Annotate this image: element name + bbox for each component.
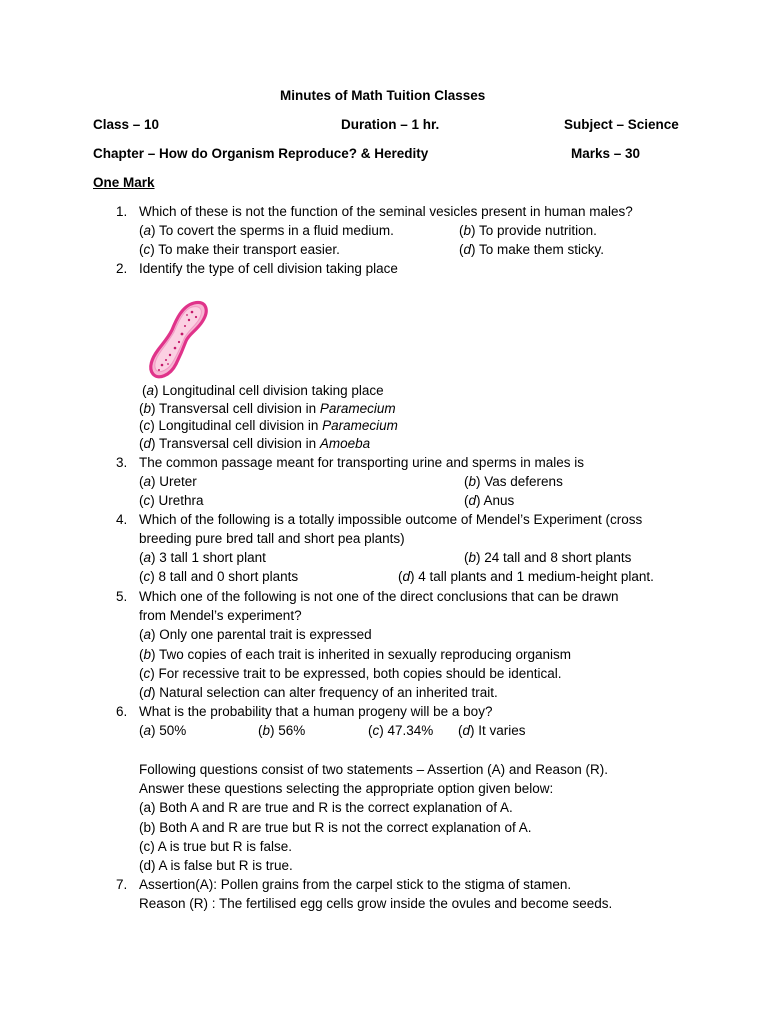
class-info: Class – 10: [93, 117, 160, 132]
question-text: Which of these is not the function of the seminal vesicles present in human males?: [139, 204, 633, 219]
option-b: (b) To provide nutrition.: [459, 223, 597, 238]
question-text-line2: breeding pure bred tall and short pea plants): [139, 531, 405, 546]
option-a: (a) 3 tall 1 short plant: [139, 550, 266, 565]
option-a: (a) 50%: [139, 723, 187, 738]
option-a: (a) To covert the sperms in a fluid medium.: [139, 223, 394, 238]
option-c: (c) To make their transport easier.: [139, 242, 340, 257]
question-text-line1: Which of the following is a totally impossible outcome of Mendel’s Experiment (cross: [139, 512, 643, 527]
option-d: (d) Anus: [464, 493, 515, 508]
question-number: 6.: [116, 704, 128, 719]
cell-division-image: [142, 298, 212, 382]
option-d: (d) Transversal cell division in Amoeba: [139, 436, 371, 451]
marks-info: Marks – 30: [571, 146, 641, 161]
question-number: 4.: [116, 512, 128, 527]
instruction-line-2: Answer these questions selecting the appropriate option given below:: [139, 781, 554, 796]
option-c: (c) 8 tall and 0 short plants: [139, 569, 299, 584]
assertion-text: Assertion(A): Pollen grains from the carpel stick to the stigma of stamen.: [139, 877, 572, 892]
option-b: (b) 56%: [258, 723, 306, 738]
duration-info: Duration – 1 hr.: [341, 117, 440, 132]
option-c: (c) Longitudinal cell division in Paramecium: [139, 418, 398, 433]
question-number: 2.: [116, 261, 128, 276]
reason-text: Reason (R) : The fertilised egg cells grow inside the ovules and become seeds.: [139, 896, 613, 911]
document-title: Minutes of Math Tuition Classes: [280, 88, 486, 103]
section-heading: One Mark: [93, 175, 155, 190]
question-text: Identify the type of cell division taking place: [139, 261, 398, 276]
option-b: (b) 24 tall and 8 short plants: [464, 550, 632, 565]
question-text: The common passage meant for transporting urine and sperms in males is: [139, 455, 584, 470]
question-number: 3.: [116, 455, 128, 470]
option-d: (d) To make them sticky.: [459, 242, 605, 257]
option-a: (a) Ureter: [139, 474, 197, 489]
instruction-line-1: Following questions consist of two statements – Assertion (A) and Reason (R).: [139, 762, 608, 777]
option-a: (a) Only one parental trait is expressed: [139, 627, 372, 642]
option-b: (b) Vas deferens: [464, 474, 563, 489]
chapter-info: Chapter – How do Organism Reproduce? & Heredity: [93, 146, 429, 161]
option-a: (a) Longitudinal cell division taking place: [142, 383, 384, 398]
option-b: (b) Transversal cell division in Paramecium: [139, 401, 396, 416]
option-c: (c) 47.34%: [368, 723, 434, 738]
option-b: (b) Two copies of each trait is inherited in sexually reproducing organism: [139, 647, 571, 662]
question-number: 7.: [116, 877, 128, 892]
option-c: (c) Urethra: [139, 493, 204, 508]
question-text-line2: from Mendel’s experiment?: [139, 608, 302, 623]
instruction-option-d: (d) A is false but R is true.: [139, 858, 293, 873]
option-d: (d) It varies: [458, 723, 526, 738]
option-d: (d) 4 tall plants and 1 medium-height plant.: [398, 569, 654, 584]
option-c: (c) For recessive trait to be expressed, both copies should be identical.: [139, 666, 562, 681]
question-text: What is the probability that a human progeny will be a boy?: [139, 704, 493, 719]
instruction-option-b: (b) Both A and R are true but R is not the correct explanation of A.: [139, 820, 532, 835]
question-number: 1.: [116, 204, 128, 219]
option-d: (d) Natural selection can alter frequency of an inherited trait.: [139, 685, 498, 700]
subject-info: Subject – Science: [564, 117, 679, 132]
instruction-option-a: (a) Both A and R are true and R is the correct explanation of A.: [139, 800, 513, 815]
instruction-option-c: (c) A is true but R is false.: [139, 839, 293, 854]
question-number: 5.: [116, 589, 128, 604]
question-text-line1: Which one of the following is not one of the direct conclusions that can be drawn: [139, 589, 619, 604]
